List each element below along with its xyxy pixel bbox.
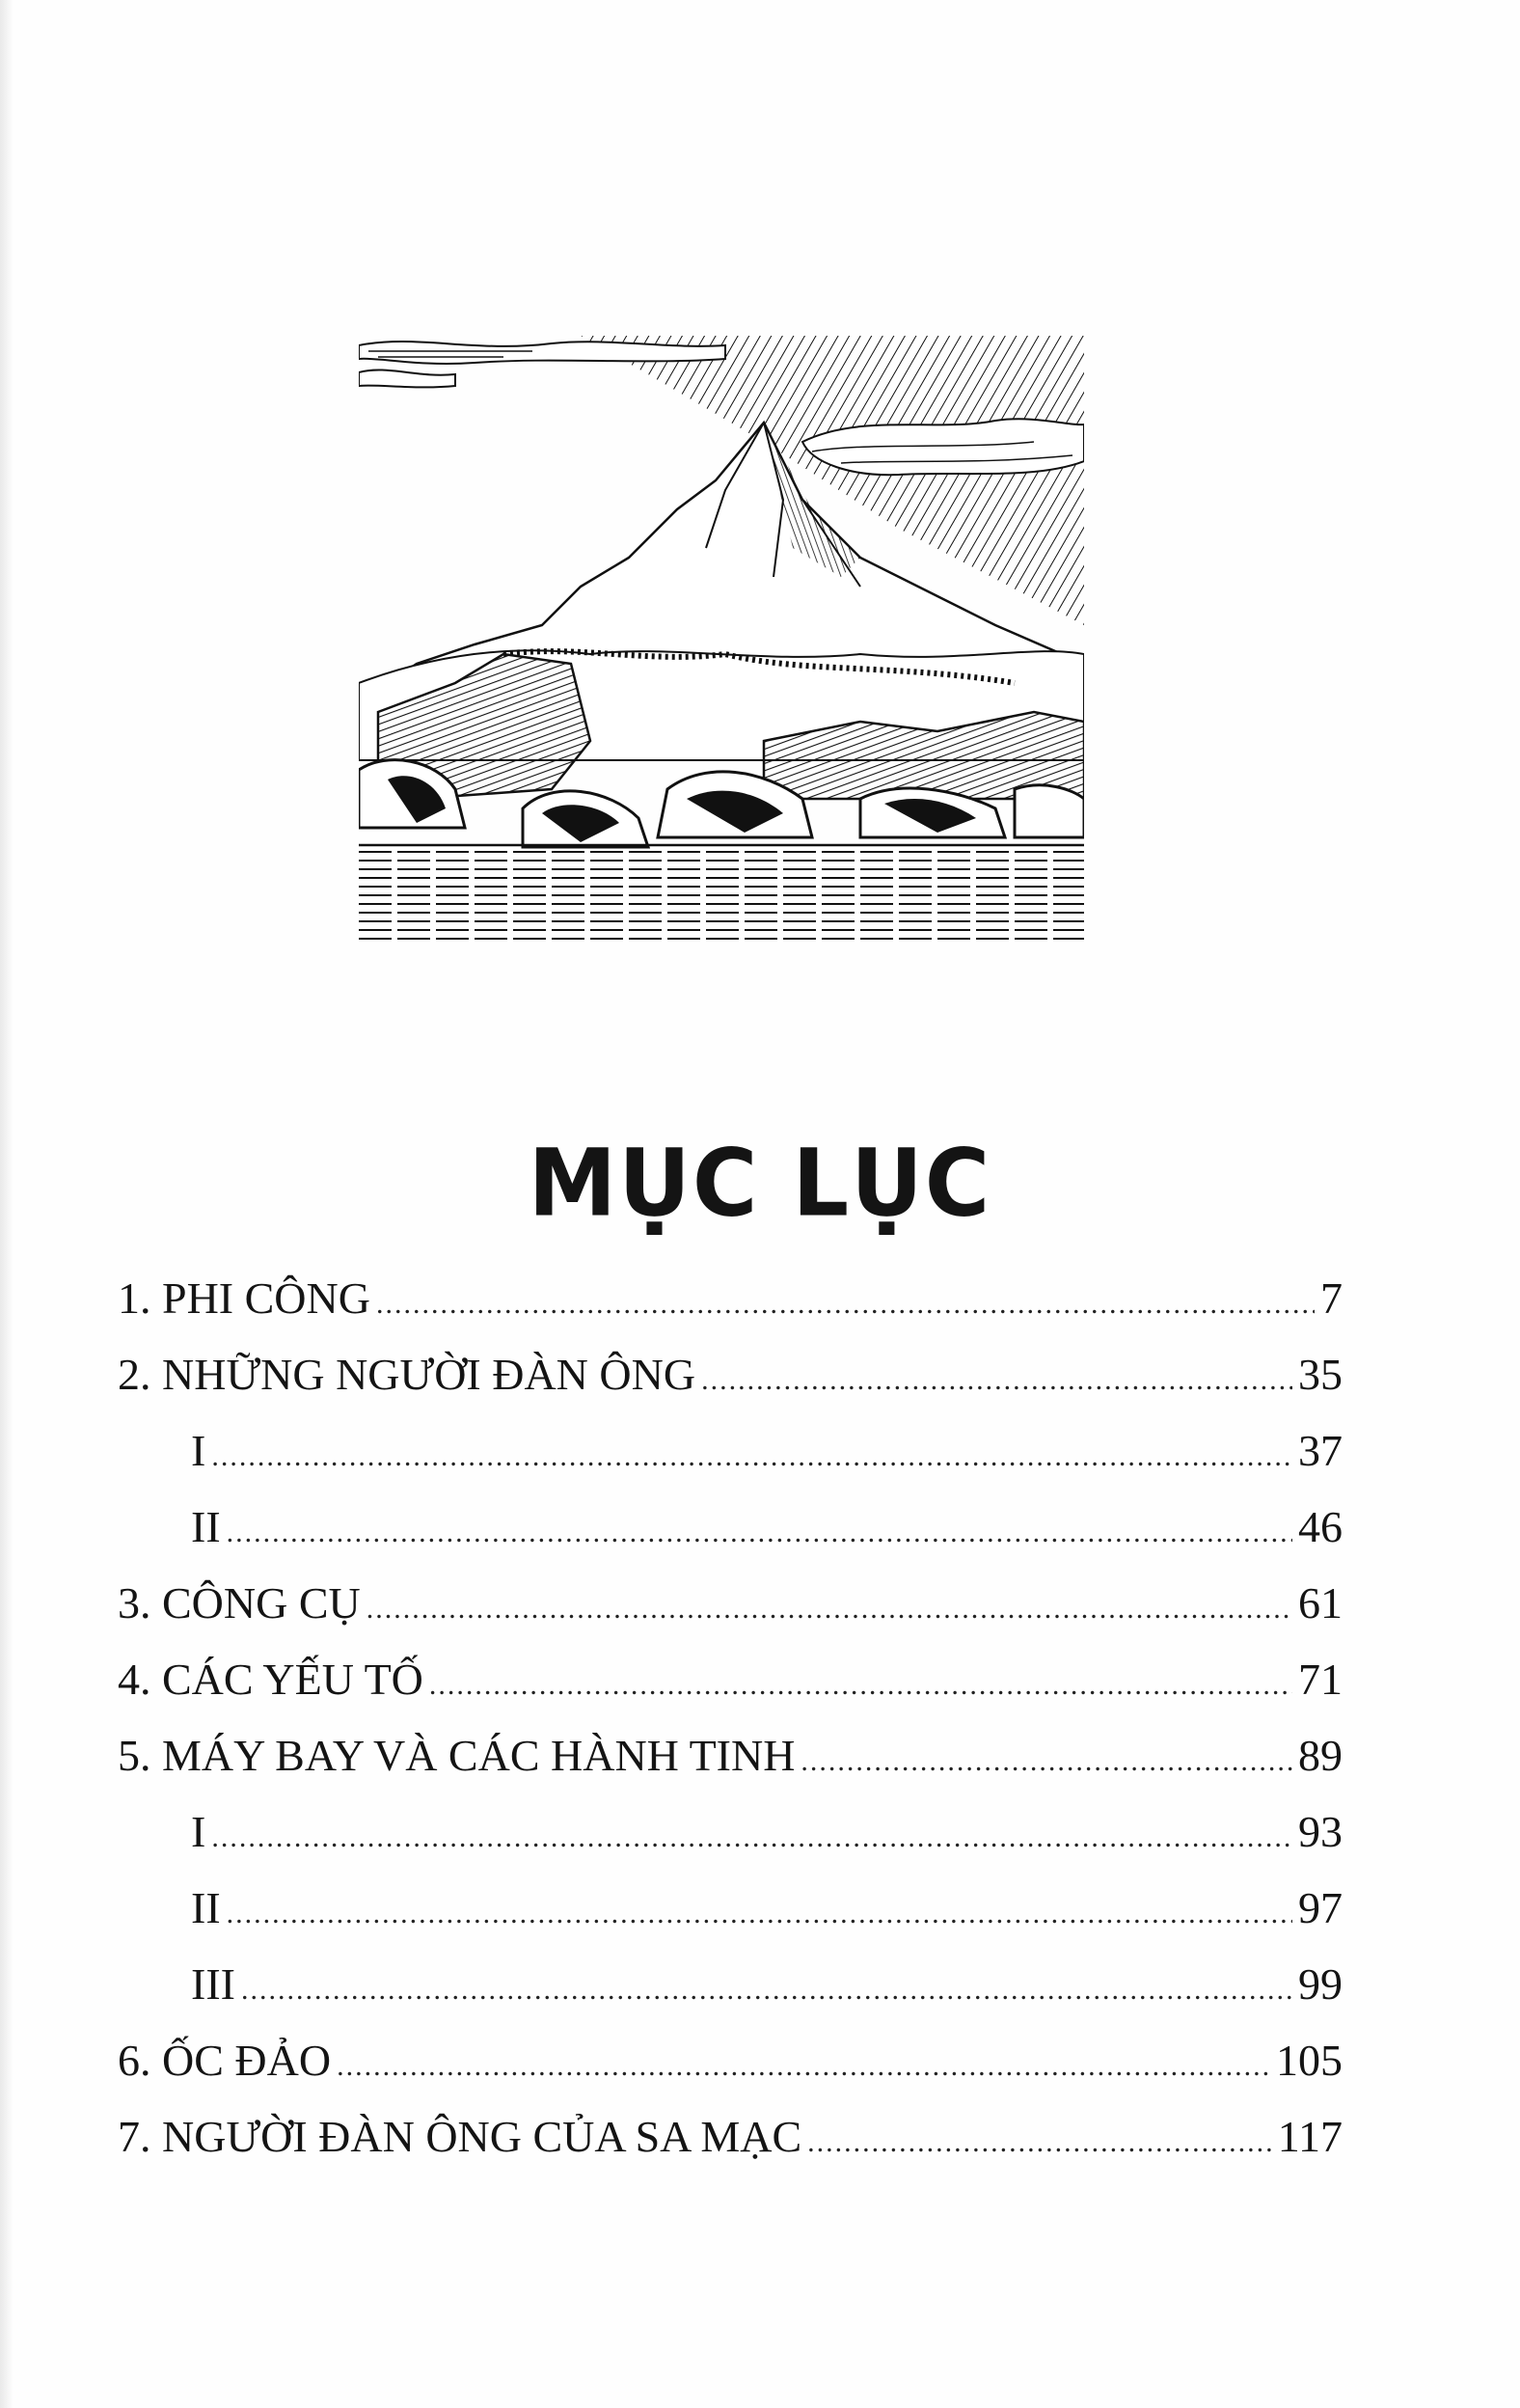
toc-entry-label: 2. NHỮNG NGƯỜI ĐÀN ÔNG — [118, 1350, 696, 1399]
toc-entry-label: 5. MÁY BAY VÀ CÁC HÀNH TINH — [118, 1731, 796, 1780]
toc-entry-label: II — [191, 1883, 221, 1932]
dot-leader — [211, 1430, 1292, 1484]
toc-entry-page-number: 97 — [1298, 1883, 1343, 1932]
toc-entry-page-number: 46 — [1298, 1502, 1343, 1551]
toc-entry[interactable] — [118, 2034, 1343, 2110]
toc-subentry[interactable] — [118, 1424, 1343, 1500]
dot-leader — [801, 1735, 1292, 1789]
toc-entry-label: I — [191, 1807, 206, 1856]
toc-entry-label: 1. PHI CÔNG — [118, 1273, 370, 1323]
dot-leader — [807, 2116, 1272, 2170]
toc-entry-page-number: 71 — [1298, 1655, 1343, 1704]
dot-leader — [227, 1887, 1292, 1941]
page-title: MỤC LỤC — [528, 1128, 992, 1238]
toc-entry-page-number: 35 — [1298, 1350, 1343, 1399]
toc-entry-label: III — [191, 1959, 235, 2009]
toc-entry-page-number: 37 — [1298, 1426, 1343, 1475]
toc-subentry[interactable] — [118, 1500, 1343, 1576]
toc-subentry[interactable] — [118, 1957, 1343, 2034]
toc-entry-label: 3. CÔNG CỤ — [118, 1578, 361, 1628]
toc-entry[interactable] — [118, 1348, 1343, 1424]
toc-entry-label: 4. CÁC YẾU TỐ — [118, 1655, 423, 1704]
dot-leader — [701, 1354, 1292, 1408]
toc-entry-page-number: 105 — [1276, 2036, 1343, 2085]
toc-entry-label: 6. ỐC ĐẢO — [118, 2036, 332, 2085]
toc-entry-label: II — [191, 1502, 221, 1551]
toc-subentry[interactable] — [118, 1805, 1343, 1881]
toc-entry-label: 7. NGƯỜI ĐÀN ÔNG CỦA SA MẠC — [118, 2112, 802, 2161]
toc-entry[interactable] — [118, 1653, 1343, 1729]
toc-entry-page-number: 89 — [1298, 1731, 1343, 1780]
toc-entry-page-number: 7 — [1320, 1273, 1343, 1323]
toc-entry-label: I — [191, 1426, 206, 1475]
toc-subentry[interactable] — [118, 1881, 1343, 1957]
dot-leader — [227, 1506, 1292, 1560]
mountain-landscape-illustration — [359, 336, 1084, 942]
toc-entry[interactable] — [118, 1576, 1343, 1653]
dot-leader — [376, 1277, 1315, 1331]
toc-entry-page-number: 117 — [1277, 2112, 1343, 2161]
table-of-contents — [118, 1272, 1343, 2186]
toc-entry-page-number: 99 — [1298, 1959, 1343, 2009]
toc-entry-page-number: 61 — [1298, 1578, 1343, 1628]
toc-entry-page-number: 93 — [1298, 1807, 1343, 1856]
dot-leader — [366, 1582, 1292, 1636]
toc-entry[interactable] — [118, 1272, 1343, 1348]
dot-leader — [241, 1963, 1292, 2017]
dot-leader — [429, 1658, 1292, 1712]
toc-entry[interactable] — [118, 1729, 1343, 1805]
dot-leader — [337, 2039, 1270, 2093]
dot-leader — [211, 1811, 1292, 1865]
toc-entry[interactable] — [118, 2110, 1343, 2186]
